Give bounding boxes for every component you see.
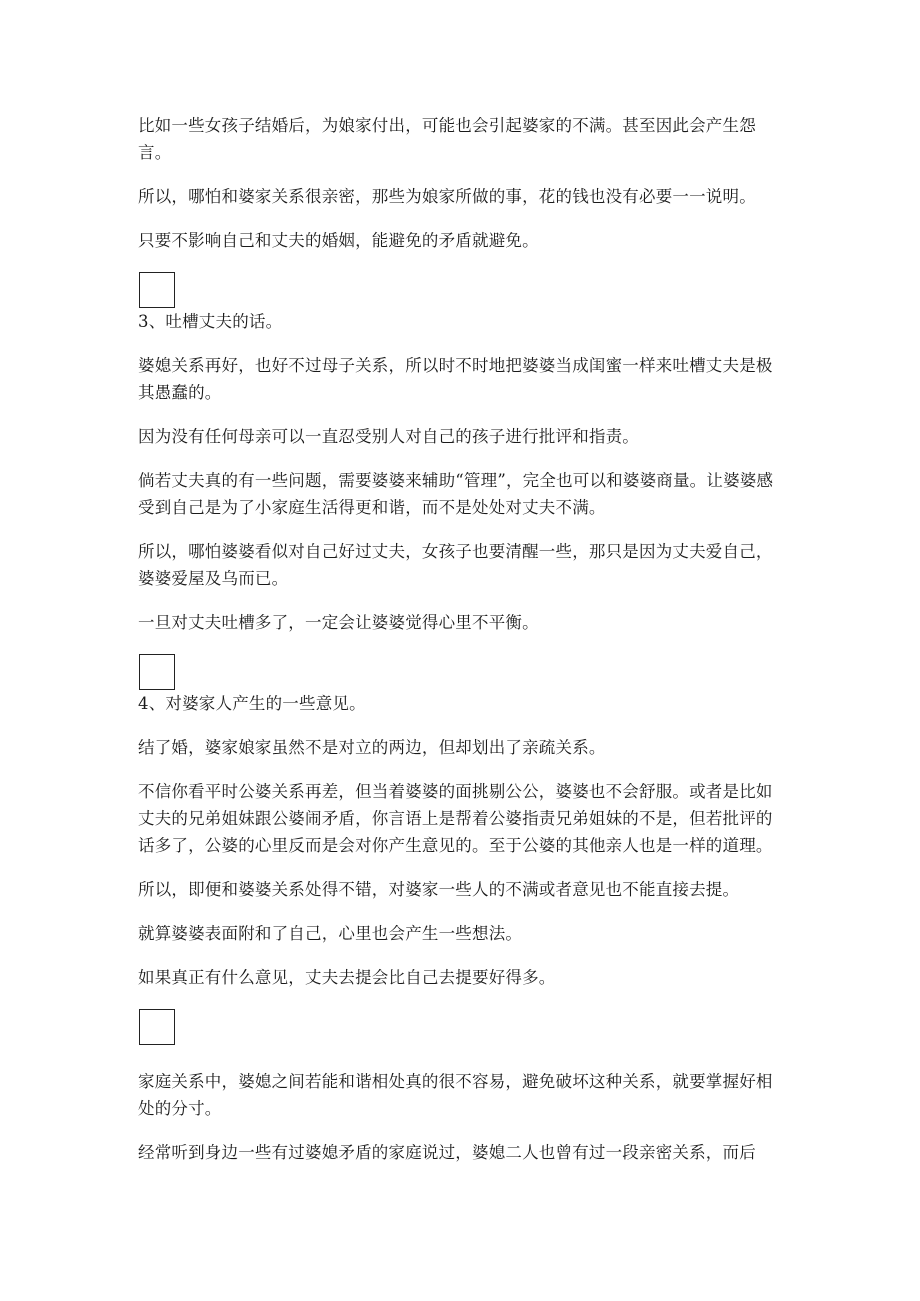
paragraph: 因为没有任何母亲可以一直忍受别人对自己的孩子进行批评和指责。 <box>138 427 639 446</box>
section-heading-4: 4、对婆家人产生的一些意见。 <box>138 694 366 713</box>
paragraph: 只要不影响自己和丈夫的婚姻，能避免的矛盾就避免。 <box>138 231 539 250</box>
paragraph: 倘若丈夫真的有一些问题，需要婆婆来辅助“管理”，完全也可以和婆婆商量。让婆婆感受到自己是为了小家庭生活得更和谐，而不是处处对丈夫不满。 <box>138 471 774 517</box>
section-heading-3: 3、吐槽丈夫的话。 <box>138 312 283 331</box>
paragraph: 就算婆婆表面附和了自己，心里也会产生一些想法。 <box>138 924 523 943</box>
paragraph: 如果真正有什么意见，丈夫去提会比自己去提要好得多。 <box>138 968 556 987</box>
paragraph: 结了婚，婆家娘家虽然不是对立的两边，但却划出了亲疏关系。 <box>138 738 606 757</box>
image-placeholder-icon <box>139 654 175 690</box>
paragraph: 不信你看平时公婆关系再差，但当着婆婆的面挑剔公公，婆婆也不会舒服。或者是比如丈夫的兄弟姐妹跟公婆闹矛盾，你言语上是帮着公婆指责兄弟姐妹的不是，但若批评的话多了，公婆的心里反而是会对你产生意见的。至于公婆的其他亲人也是一样的道理。 <box>138 782 773 855</box>
image-placeholder-icon <box>139 1009 175 1045</box>
paragraph: 所以，即便和婆婆关系处得不错，对婆家一些人的不满或者意见也不能直接去提。 <box>138 880 740 899</box>
paragraph: 所以，哪怕婆婆看似对自己好过丈夫，女孩子也要清醒一些，那只是因为丈夫爱自己，婆婆爱屋及乌而已。 <box>138 542 773 588</box>
paragraph: 家庭关系中，婆媳之间若能和谐相处真的很不容易，避免破坏这种关系，就要掌握好相处的分寸。 <box>138 1072 773 1118</box>
paragraph: 一旦对丈夫吐槽多了，一定会让婆婆觉得心里不平衡。 <box>138 613 539 632</box>
paragraph: 婆媳关系再好，也好不过母子关系，所以时不时地把婆婆当成闺蜜一样来吐槽丈夫是极其愚蠢的。 <box>138 356 773 402</box>
document-body <box>138 112 783 1166</box>
paragraph: 所以，哪怕和婆家关系很亲密，那些为娘家所做的事，花的钱也没有必要一一说明。 <box>138 187 756 206</box>
paragraph: 比如一些女孩子结婚后，为娘家付出，可能也会引起婆家的不满。甚至因此会产生怨言。 <box>138 116 756 162</box>
image-placeholder-icon <box>139 272 175 308</box>
paragraph: 经常听到身边一些有过婆媳矛盾的家庭说过，婆媳二人也曾有过一段亲密关系，而后 <box>138 1143 756 1162</box>
